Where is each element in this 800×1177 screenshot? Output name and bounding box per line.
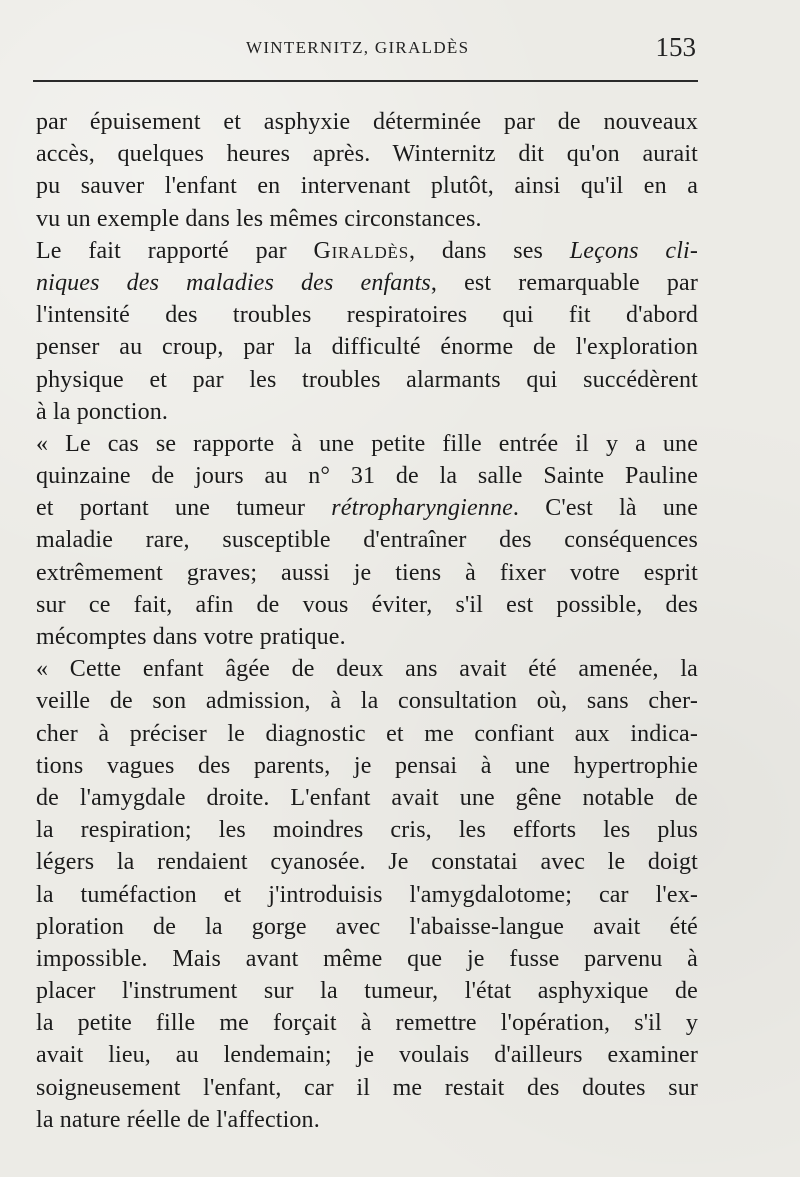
line-13-segment-a: et portant une tumeur — [36, 495, 332, 522]
book-title-part-2: niques des maladies des enfants — [36, 269, 431, 296]
line-13-segment-c: . C'est là une — [512, 495, 698, 522]
author-name-giraldes: Giraldès — [313, 237, 409, 264]
text-line-6 — [36, 267, 698, 299]
text-line-23: la respiration; les moindres cris, les efforts les plus — [36, 817, 698, 844]
text-line-1: par épuisement et asphyxie déterminée par de nouveaux — [36, 109, 698, 135]
text-line-2: accès, quelques heures après. Winternitz dit qu'on aurait — [36, 141, 698, 168]
text-line-5 — [36, 235, 698, 267]
page-number: 153 — [655, 32, 696, 62]
text-line-7: l'intensité des troubles respiratoires qui fit d'abord — [36, 302, 698, 329]
text-line-18: « Cette enfant âgée de deux ans avait été amenée, la — [36, 656, 698, 683]
text-line-14: maladie rare, susceptible d'entraîner des conséquences — [36, 527, 698, 554]
text-line-9: physique et par les troubles alarmants qui succédèrent — [36, 366, 698, 393]
text-line-22: de l'amygdale droite. L'enfant avait une gêne notable de — [36, 784, 698, 811]
text-line-28: placer l'instrument sur la tumeur, l'état asphyxique de — [36, 978, 698, 1005]
retropharyngienne-italic: rétropharyngienne — [331, 495, 513, 522]
text-line-4: vu un exemple dans les mêmes circonstances. — [36, 205, 482, 232]
text-line-27: impossible. Mais avant même que je fusse parvenu à — [36, 945, 698, 972]
text-line-13 — [36, 492, 698, 524]
text-line-12: quinzaine de jours au n° 31 de la salle Sainte Pauline — [36, 463, 698, 490]
header-rule — [33, 80, 698, 82]
book-title-part-1: Leçons cli- — [569, 237, 699, 264]
text-line-20: cher à préciser le diagnostic et me confiant aux indica- — [36, 720, 698, 747]
text-line-15: extrêmement graves; aussi je tiens à fixer votre esprit — [36, 559, 698, 586]
text-line-31: soigneusement l'enfant, car il me restait des doutes sur — [36, 1074, 698, 1101]
text-line-17: mécomptes dans votre pratique. — [36, 624, 346, 650]
body-text — [36, 106, 698, 1136]
text-line-8: penser au croup, par la difficulté énorme de l'exploration — [36, 334, 698, 361]
text-line-25: la tuméfaction et j'introduisis l'amygdalotome; car l'ex- — [36, 881, 698, 908]
text-line-10: à la ponction. — [36, 398, 169, 425]
text-line-24: légers la rendaient cyanosée. Je constatai avec le doigt — [36, 849, 698, 876]
text-line-29: la petite fille me forçait à remettre l'opération, s'il y — [36, 1010, 698, 1037]
line-5-segment-c: , dans ses — [408, 237, 570, 264]
line-6-segment-b: , est remarquable par — [430, 269, 698, 296]
line-5-segment-a: Le fait rapporté par — [36, 237, 314, 264]
text-line-21: tions vagues des parents, je pensai à une hypertrophie — [36, 752, 698, 779]
text-line-19: veille de son admission, à la consultation où, sans cher- — [36, 688, 698, 715]
text-line-16: sur ce fait, afin de vous éviter, s'il est possible, des — [36, 591, 698, 618]
text-line-32: la nature réelle de l'affection. — [36, 1106, 320, 1133]
text-line-3: pu sauver l'enfant en intervenant plutôt, ainsi qu'il en a — [36, 173, 698, 200]
text-line-11: « Le cas se rapporte à une petite fille entrée il y a une — [36, 430, 698, 457]
running-title: WINTERNITZ, GIRALDÈS — [246, 38, 470, 57]
page-header — [36, 30, 696, 70]
text-line-26: ploration de la gorge avec l'abaisse-langue avait été — [36, 913, 698, 940]
text-line-30: avait lieu, au lendemain; je voulais d'ailleurs examiner — [36, 1042, 698, 1069]
